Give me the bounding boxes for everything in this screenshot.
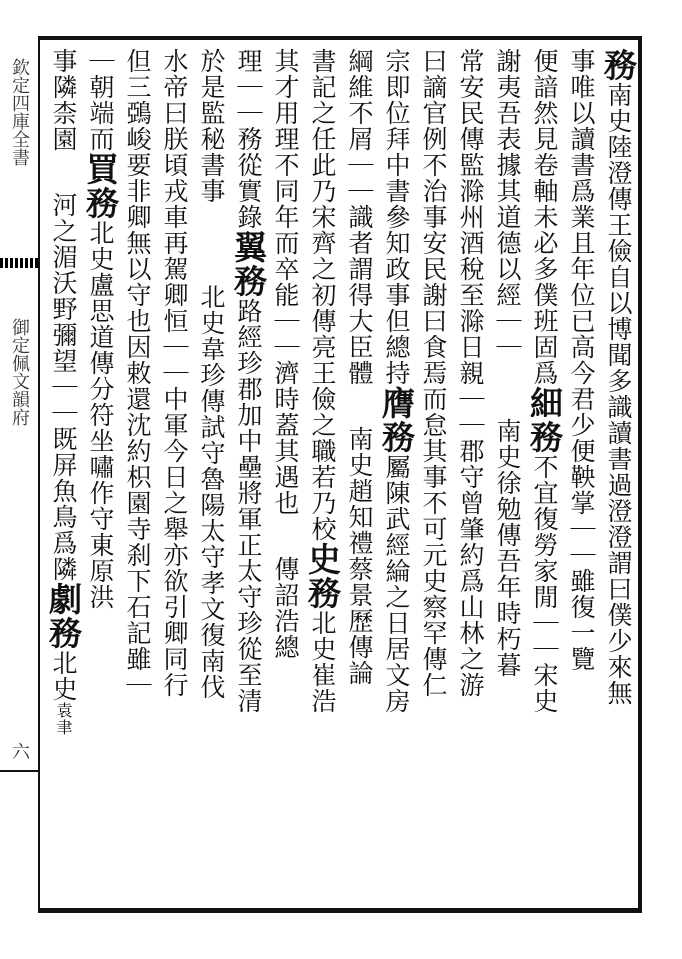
text-run: 便諳然見卷軸未必多僕班固爲 [530,48,559,386]
headword: 細務 [525,386,564,454]
right-border-rule [638,36,642,913]
text-column [563,48,599,908]
text-column [45,48,81,908]
text-run: 於是監秘書事 [197,48,226,204]
fish-tail-band [0,258,38,268]
headword: 翼務 [229,230,268,298]
text-run: 但三鵶峻要非卿無以守也因敕還沈約枳園寺刹下石記雖｜ [123,48,152,698]
headword: 買務 [81,152,120,220]
text-column [415,48,451,908]
text-column [267,48,303,908]
headword: 劇務 [44,582,83,650]
text-column [230,48,266,908]
text-column [526,48,562,908]
text-run: 南史趙知禮蔡景歷傳論 [345,426,374,686]
text-run: 不宜復勞家閒｜｜宋史 [530,454,559,714]
text-run: 水帝曰朕頃戎車再駕卿恒｜｜中軍今日之舉亦欲引卿同行 [160,48,189,698]
text-run: 北史崔浩 [308,610,337,714]
text-run: 北史韋珍傳試守魯陽太守孝文復南伐 [197,284,226,700]
text-column [193,48,229,908]
text-run: 南史陸澄傳王儉自以博聞多識讀書過澄澄謂曰僕少來無 [604,82,633,706]
text-column [82,48,118,908]
text-run: ｜朝端而 [86,48,115,152]
text-column [378,48,414,908]
bottom-border-rule [40,908,640,913]
text-run: 北史盧思道傳分符坐嘯作守東原洪 [86,220,115,610]
margin-top-title: 欽定四庫全書 [9,58,30,166]
text-column [489,48,525,908]
text-run: 謝夷吾表據其道德以經｜｜ [493,48,522,360]
text-body [40,48,638,908]
text-run: 事隣柰園 [49,48,78,152]
top-border-rule [40,36,640,40]
text-run: 其才用理不同年而卒能｜｜濟時蓋其遇也 [271,48,300,516]
text-run: 事唯以讀書爲業且年位已高今君少便鞅掌｜｜雖復一覽 [567,48,596,672]
headword: 務 [599,48,638,82]
text-run: 南史徐勉傳吾年時朽暮 [493,418,522,678]
text-column [452,48,488,908]
text-column [156,48,192,908]
text-column [119,48,155,908]
text-run: 綱維不屑｜｜識者謂得大臣體 [345,48,374,386]
page-number-rule [0,770,38,772]
text-run: 路經珍郡加中壘將軍正太守珍從至清 [234,298,263,714]
text-column [341,48,377,908]
headword: 膺務 [377,386,416,454]
text-run: 曰謫官例不治事安民謝曰食焉而怠其事不可元史察罕傳仁 [419,48,448,698]
text-run: 理｜｜務從實錄 [234,48,263,230]
text-run: 傳詔浩總 [271,556,300,660]
text-column [304,48,340,908]
margin-book-title: 御定佩文韻府 [9,318,30,426]
margin-page-number: 六 [9,742,30,760]
text-run: 書記之任此乃宋齊之初傳亮王儉之職若乃校 [308,48,337,542]
text-run-small: 袁聿 [54,702,73,736]
text-column [600,48,636,908]
text-run: 河之湄沃野彌望｜｜既屏魚鳥爲隣 [49,192,78,582]
text-run: 屬陳武經綸之日居文房 [382,454,411,714]
text-run: 北史 [49,650,78,702]
text-run: 常安民傳監滁州酒稅至滁日親｜｜郡守曾肇約爲山林之游 [456,48,485,698]
headword: 史務 [303,542,342,610]
text-run: 宗即位拜中書參知政事但總持 [382,48,411,386]
